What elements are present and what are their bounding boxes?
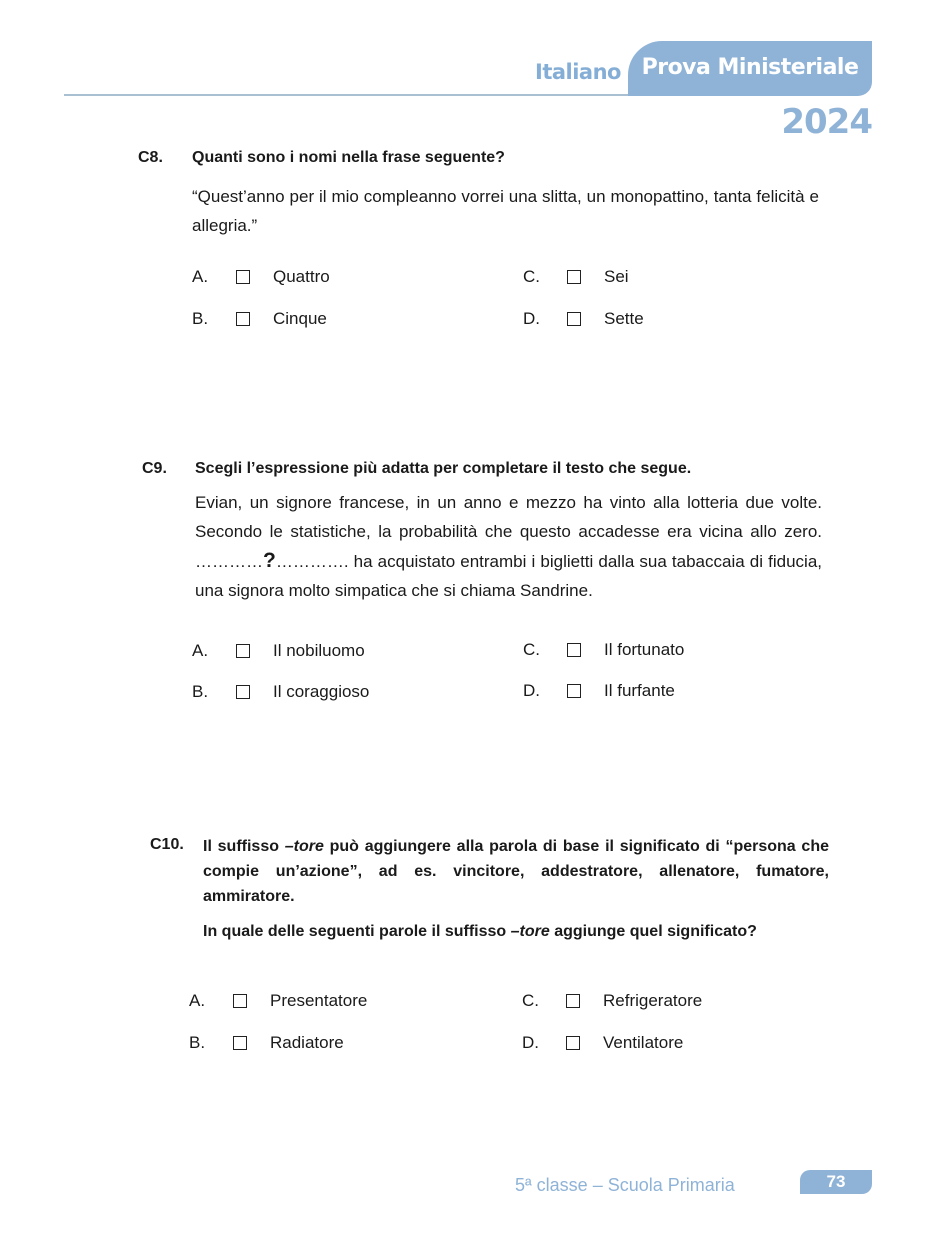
option-d[interactable] (523, 308, 644, 330)
checkbox[interactable] (567, 684, 581, 698)
option-letter: C. (523, 267, 540, 286)
header-divider (64, 94, 644, 96)
checkbox[interactable] (567, 312, 581, 326)
question-number: C10. (150, 836, 184, 853)
option-text: Il fortunato (604, 640, 685, 659)
intro-text: Il suffisso (203, 838, 285, 855)
question-prompt (203, 919, 843, 944)
checkbox[interactable] (566, 1036, 580, 1050)
page-number-tab (800, 1170, 872, 1194)
checkbox[interactable] (567, 270, 581, 284)
checkbox[interactable] (566, 994, 580, 1008)
option-letter: A. (192, 267, 209, 286)
question-number: C9. (142, 460, 167, 477)
header-tab-label: Prova Ministeriale (641, 55, 859, 80)
question-body: “Quest’anno per il mio compleanno vorrei una slitta, un monopattino, tanta felicità e allegria.” (192, 187, 819, 235)
option-letter: C. (523, 640, 540, 659)
option-letter: B. (189, 1033, 206, 1052)
option-letter: B. (192, 309, 209, 328)
option-c[interactable] (523, 639, 684, 661)
option-text: Presentatore (270, 991, 368, 1010)
checkbox[interactable] (236, 270, 250, 284)
option-text: Il furfante (604, 681, 675, 700)
question-number: C8. (138, 149, 163, 166)
body-after: …………. ha acquistato entrambi i biglietti dalla sua tabaccaia di fiducia, una signora molto simpatica che si chiama Sandrine. (195, 552, 822, 600)
option-text: Cinque (273, 309, 327, 328)
question-title: Scegli l’espressione più adatta per completare il testo che segue. (195, 460, 692, 477)
prompt-text: aggiunge quel significato? (549, 923, 757, 940)
option-text: Sette (604, 309, 644, 328)
option-b[interactable] (192, 681, 369, 703)
header-year: 2024 (781, 102, 872, 142)
option-a[interactable] (192, 640, 365, 662)
option-a[interactable] (192, 266, 330, 288)
option-text: Il coraggioso (273, 682, 370, 701)
option-letter: D. (523, 309, 540, 328)
option-letter: A. (189, 991, 206, 1010)
body-before: Evian, un signore francese, in un anno e mezzo ha vinto alla lotteria due volte. Secondo le statistiche, la probabilità che questo accadesse era vicina allo zero. ………… (195, 493, 822, 571)
prompt-text: In quale delle seguenti parole il suffisso (203, 923, 511, 940)
blank-marker: ? (263, 549, 276, 572)
question-body (195, 488, 822, 605)
checkbox[interactable] (567, 643, 581, 657)
suffix-text: –tore (510, 923, 550, 940)
header-tab (628, 41, 872, 96)
option-c[interactable] (523, 266, 629, 288)
option-letter: C. (522, 991, 539, 1010)
subject-label: Italiano (535, 60, 621, 84)
option-letter: A. (192, 641, 209, 660)
option-letter: D. (523, 681, 540, 700)
option-b[interactable] (189, 1032, 344, 1054)
option-letter: D. (522, 1033, 539, 1052)
page-number: 73 (826, 1172, 846, 1191)
footer-class-label: 5ª classe – Scuola Primaria (515, 1175, 735, 1195)
option-text: Sei (604, 267, 629, 286)
option-text: Quattro (273, 267, 330, 286)
option-b[interactable] (192, 308, 327, 330)
option-text: Il nobiluomo (273, 641, 365, 660)
option-text: Ventilatore (603, 1033, 684, 1052)
checkbox[interactable] (233, 1036, 247, 1050)
suffix-text: –tore (284, 838, 324, 855)
option-text: Refrigeratore (603, 991, 703, 1010)
question-intro (203, 834, 829, 909)
option-text: Radiatore (270, 1033, 344, 1052)
question-title: Quanti sono i nomi nella frase seguente? (192, 149, 505, 166)
option-d[interactable] (523, 680, 675, 702)
option-a[interactable] (189, 990, 367, 1012)
checkbox[interactable] (236, 644, 250, 658)
checkbox[interactable] (236, 685, 250, 699)
option-d[interactable] (522, 1032, 683, 1054)
checkbox[interactable] (236, 312, 250, 326)
checkbox[interactable] (233, 994, 247, 1008)
option-letter: B. (192, 682, 209, 701)
option-c[interactable] (522, 990, 702, 1012)
intro-text: può aggiungere alla parola di base il significato di “persona che compie un’azione”, ad es. vincitore, addestratore, allenatore, fumatore, ammiratore. (203, 838, 830, 905)
